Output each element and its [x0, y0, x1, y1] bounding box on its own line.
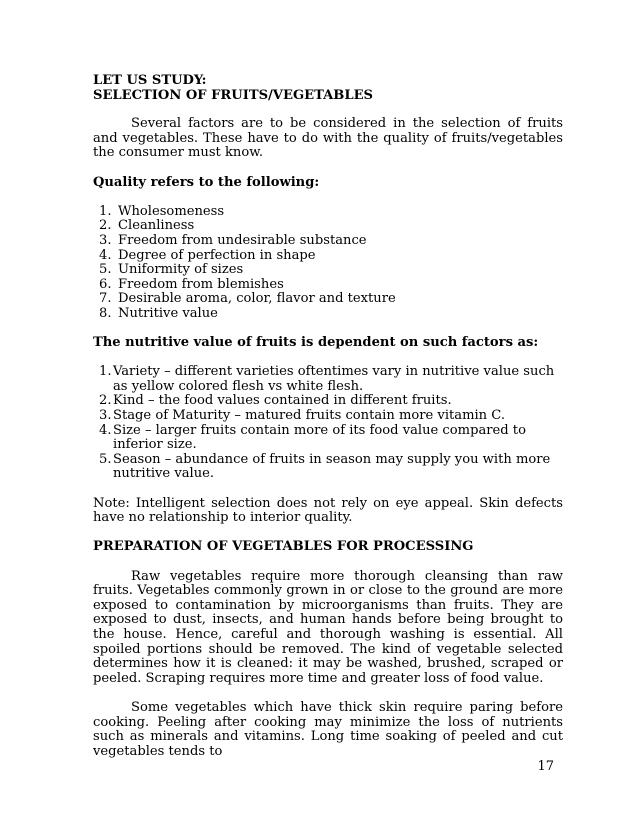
list-number: 2.	[99, 218, 112, 234]
nutritive-list	[93, 365, 563, 482]
list-text: Nutritive value	[118, 305, 218, 321]
list-text: Size – larger fruits contain more of its food value compared to inferior size.	[113, 422, 526, 453]
list-text: Kind – the food values contained in different fruits.	[113, 393, 452, 409]
list-text: Wholesomeness	[118, 203, 225, 219]
list-number: 6.	[99, 276, 112, 292]
list-number: 4.	[99, 247, 112, 263]
preparation-heading: PREPARATION OF VEGETABLES FOR PROCESSING	[93, 539, 474, 555]
page-number: 17	[537, 759, 554, 774]
list-number: 1.	[99, 203, 112, 219]
list-item	[93, 249, 563, 264]
list-number: 7.	[99, 291, 112, 307]
list-item	[93, 292, 563, 307]
preparation-paragraph: Raw vegetables require more thorough cleansing than raw fruits. Vegetables commonly grown in or close to the ground are more exposed to contamination by microorganisms than fruits. They are exposed to dust, insects, and human hands before being brought to the house. Hence, careful and thorough washing is essential. All spoiled portions should be removed. The kind of vegetable selected determines how it is cleaned: it may be washed, brushed, scraped or peeled. Scraping requires more time and greater loss of food value.	[93, 568, 563, 686]
list-text: Stage of Maturity – matured fruits contain more vitamin C.	[113, 408, 505, 424]
list-item	[93, 219, 563, 234]
list-text: Desirable aroma, color, flavor and texture	[118, 291, 396, 307]
list-text: Variety – different varieties oftentimes vary in nutritive value such as yellow colored flesh vs white flesh.	[113, 364, 555, 394]
list-number: 5.	[99, 262, 112, 278]
heading-line-1: LET US STUDY:	[93, 73, 207, 88]
list-number: 8.	[99, 305, 112, 321]
list-text: Cleanliness	[118, 218, 195, 234]
list-item	[93, 307, 563, 322]
list-item	[93, 453, 563, 482]
quality-heading: Quality refers to the following:	[93, 174, 320, 190]
section-heading	[93, 74, 563, 103]
list-number: 3.	[99, 408, 112, 424]
intro-paragraph: Several factors are to be considered in the selection of fruits and vegetables. These have to do with the quality of fruits/vegetables the consumer must know.	[93, 116, 563, 161]
list-text: Degree of perfection in shape	[118, 247, 316, 263]
quality-list	[93, 205, 563, 322]
list-item	[93, 234, 563, 249]
list-number: 3.	[99, 232, 112, 248]
document-page	[93, 74, 563, 759]
list-item	[93, 424, 563, 453]
list-item	[93, 278, 563, 293]
list-text: Season – abundance of fruits in season may supply you with more nutritive value.	[113, 451, 551, 482]
list-item	[93, 394, 563, 409]
list-text: Uniformity of sizes	[118, 262, 244, 278]
list-number: 4.	[99, 422, 112, 438]
note-paragraph: Note: Intelligent selection does not rely on eye appeal. Skin defects have no relationship to interior quality.	[93, 495, 563, 526]
list-number: 2.	[99, 393, 112, 409]
list-item	[93, 205, 563, 220]
nutritive-heading: The nutritive value of fruits is dependent on such factors as:	[93, 335, 539, 351]
list-text: Freedom from blemishes	[118, 276, 284, 292]
list-text: Freedom from undesirable substance	[118, 232, 367, 248]
list-item	[93, 263, 563, 278]
list-number: 5.	[99, 451, 112, 467]
heading-line-2: SELECTION OF FRUITS/VEGETABLES	[93, 87, 374, 103]
paring-paragraph: Some vegetables which have thick skin require paring before cooking. Peeling after cooking may minimize the loss of nutrients such as minerals and vitamins. Long time soaking of peeled and cut vegetables tends to	[93, 699, 563, 759]
list-number: 1.	[99, 364, 112, 380]
list-item	[93, 365, 563, 394]
list-item	[93, 409, 563, 424]
